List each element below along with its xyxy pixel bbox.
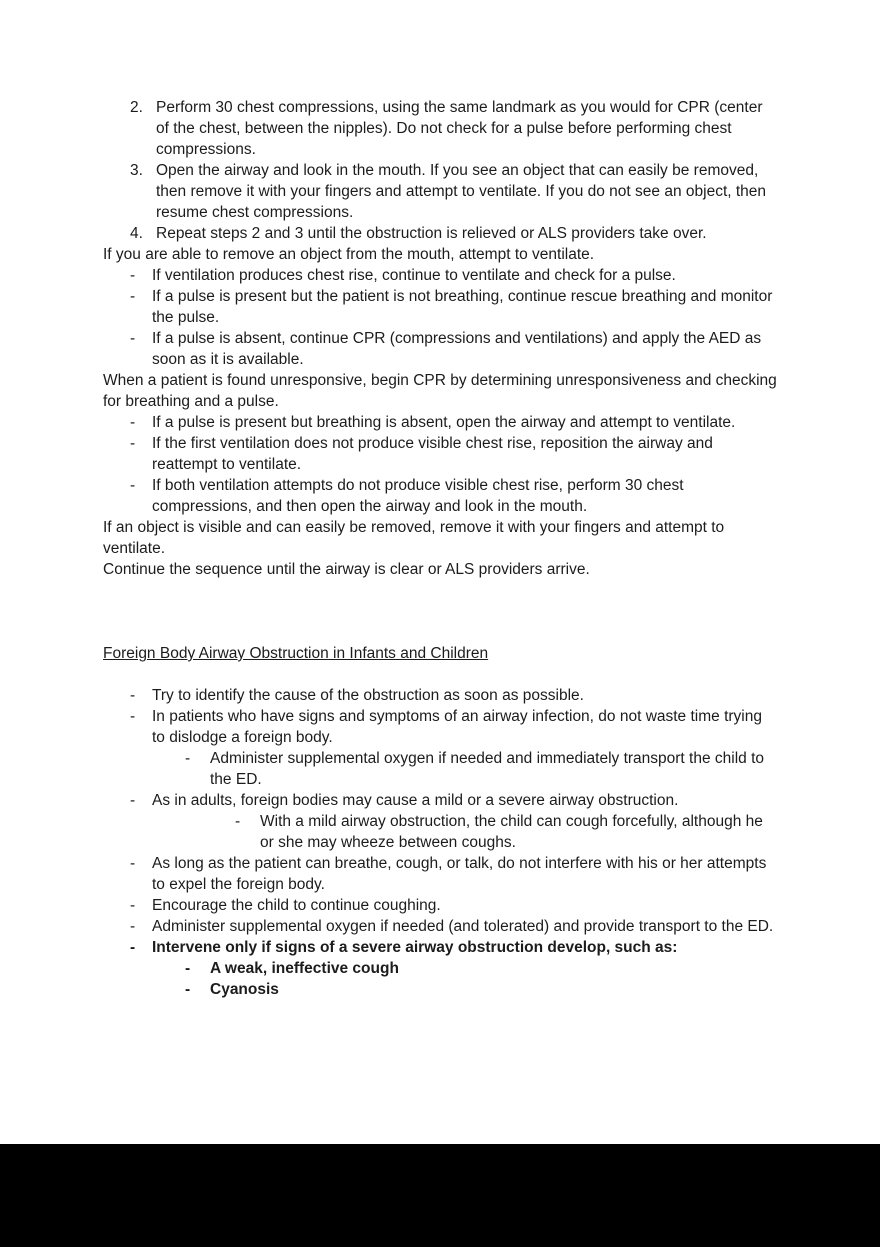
vertical-gap [103, 664, 778, 685]
section-heading: Foreign Body Airway Obstruction in Infants and Children [103, 645, 489, 662]
list-item-text: As in adults, foreign bodies may cause a mild or a severe airway obstruction. [152, 792, 679, 809]
bullet-list-item-bold-nested [103, 958, 778, 979]
bullet-list-item [103, 286, 778, 328]
bullet-list-item-nested [103, 811, 778, 853]
paragraph: Continue the sequence until the airway is clear or ALS providers arrive. [103, 561, 590, 578]
list-item-text: Administer supplemental oxygen if needed (and tolerated) and provide transport to the ED. [152, 918, 774, 935]
dash-bullet-marker: - [130, 855, 136, 872]
list-item-text: In patients who have signs and symptoms of an airway infection, do not waste time trying to dislodge a foreign body. [152, 708, 762, 746]
dash-bullet-marker: - [185, 750, 191, 767]
dash-bullet-marker: - [130, 477, 136, 494]
dash-bullet-marker: - [130, 687, 136, 704]
vertical-gap [103, 580, 778, 643]
list-item-text: Encourage the child to continue coughing. [152, 897, 441, 914]
list-item-text: Perform 30 chest compressions, using the same landmark as you would for CPR (center of the chest, between the nipples). Do not check for a pulse before performing chest compressions. [156, 99, 763, 158]
list-marker: 4. [130, 225, 143, 242]
dash-bullet-marker: - [130, 792, 136, 809]
dash-bullet-marker: - [130, 918, 136, 935]
bullet-list-item-bold [103, 937, 778, 958]
list-item-text: Intervene only if signs of a severe airway obstruction develop, such as: [152, 939, 678, 956]
list-item-text: Try to identify the cause of the obstruction as soon as possible. [152, 687, 584, 704]
list-item-text: With a mild airway obstruction, the child can cough forcefully, although he or she may wheeze between coughs. [260, 813, 763, 851]
list-item-text: A weak, ineffective cough [210, 960, 399, 977]
list-item-text: Open the airway and look in the mouth. If you see an object that can easily be removed, then remove it with your fingers and attempt to ventilate. If you do not see an object, then resume chest compressions. [156, 162, 767, 221]
dash-bullet-marker: - [130, 939, 136, 956]
numbered-list-item [103, 160, 778, 223]
bullet-list-item [103, 328, 778, 370]
bullet-list-item [103, 433, 778, 475]
dash-bullet-marker: - [130, 708, 136, 725]
dash-bullet-marker: - [130, 330, 136, 347]
numbered-list-item [103, 97, 778, 160]
bullet-list-item [103, 916, 778, 937]
footer-black-bar [0, 1144, 880, 1247]
dash-bullet-marker: - [130, 288, 136, 305]
paragraph: When a patient is found unresponsive, begin CPR by determining unresponsiveness and checking for breathing and a pulse. [103, 372, 777, 410]
bullet-list-item [103, 265, 778, 286]
list-item-text: Cyanosis [210, 981, 279, 998]
list-item-text: Repeat steps 2 and 3 until the obstruction is relieved or ALS providers take over. [156, 225, 707, 242]
numbered-list-item [103, 223, 778, 244]
list-item-text: If both ventilation attempts do not produce visible chest rise, perform 30 chest compressions, and then open the airway and look in the mouth. [152, 477, 684, 515]
bullet-list-item-nested [103, 748, 778, 790]
bullet-list-item [103, 685, 778, 706]
list-item-text: As long as the patient can breathe, cough, or talk, do not interfere with his or her attempts to expel the foreign body. [152, 855, 767, 893]
bullet-list-item [103, 412, 778, 433]
list-item-text: If a pulse is present but the patient is not breathing, continue rescue breathing and monitor the pulse. [152, 288, 773, 326]
dash-bullet-marker: - [130, 414, 136, 431]
bullet-list-item [103, 853, 778, 895]
dash-bullet-marker: - [235, 813, 241, 830]
bullet-list-item-bold-nested [103, 979, 778, 1000]
list-item-text: If ventilation produces chest rise, continue to ventilate and check for a pulse. [152, 267, 676, 284]
dash-bullet-marker: - [185, 981, 191, 998]
list-item-text: Administer supplemental oxygen if needed and immediately transport the child to the ED. [210, 750, 765, 788]
paragraph: If an object is visible and can easily be removed, remove it with your fingers and attempt to ventilate. [103, 519, 725, 557]
dash-bullet-marker: - [185, 960, 191, 977]
bullet-list-item [103, 895, 778, 916]
dash-bullet-marker: - [130, 435, 136, 452]
dash-bullet-marker: - [130, 267, 136, 284]
list-item-text: If the first ventilation does not produce visible chest rise, reposition the airway and reattempt to ventilate. [152, 435, 713, 473]
paragraph: If you are able to remove an object from the mouth, attempt to ventilate. [103, 246, 595, 263]
list-marker: 2. [130, 99, 143, 116]
list-item-text: If a pulse is absent, continue CPR (compressions and ventilations) and apply the AED as soon as it is available. [152, 330, 762, 368]
bullet-list-item [103, 475, 778, 517]
dash-bullet-marker: - [130, 897, 136, 914]
document-content [103, 97, 778, 1000]
bullet-list-item [103, 790, 778, 811]
list-item-text: If a pulse is present but breathing is absent, open the airway and attempt to ventilate. [152, 414, 736, 431]
list-marker: 3. [130, 162, 143, 179]
bullet-list-item [103, 706, 778, 748]
